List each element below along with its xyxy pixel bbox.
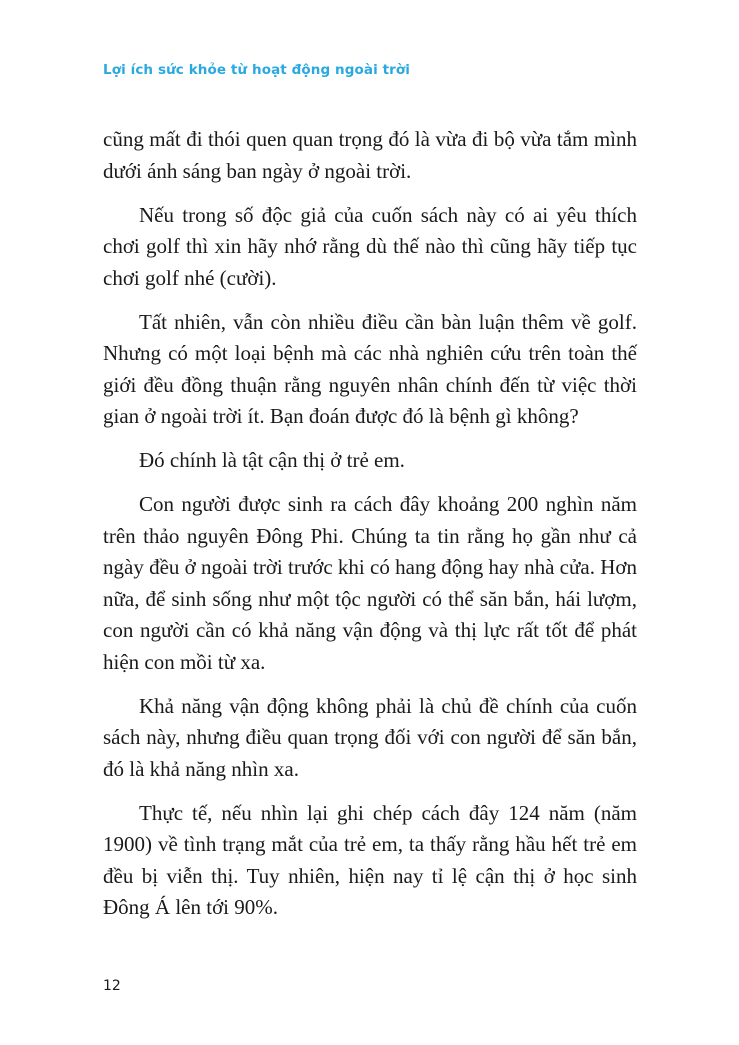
paragraph-human-origins: Con người được sinh ra cách đây khoảng 200 nghìn năm trên thảo nguyên Đông Phi. Chúng ta tin rằng họ gần như cả ngày đều ở ngoài trời trước khi có hang động hay nhà cửa. Hơn nữa, để sinh sống như một tộc người có thể săn bắn, hái lượm, con người cần có khả năng vận động và thị lực rất tốt để phát hiện con mồi từ xa.	[103, 492, 637, 674]
running-header-title: Lợi ích sức khỏe từ hoạt động ngoài trời	[103, 62, 411, 78]
page-number: 12	[103, 978, 121, 994]
paragraph-myopia-statistics: Thực tế, nếu nhìn lại ghi chép cách đây 124 năm (năm 1900) về tình trạng mắt của trẻ em, ta thấy rằng hầu hết trẻ em đều bị viễn thị. Tuy nhiên, hiện nay tỉ lệ cận thị ở học sinh Đông Á lên tới 90%.	[103, 800, 637, 919]
paragraph-myopia-answer: Đó chính là tật cận thị ở trẻ em.	[139, 448, 405, 472]
paragraph-disease-question: Tất nhiên, vẫn còn nhiều điều cần bàn luận thêm về golf. Nhưng có một loại bệnh mà các nhà nghiên cứu trên toàn thế giới đều đồng thuận rằng nguyên nhân chính đến từ việc thời gian ở ngoài trời ít. Bạn đoán được đó là bệnh gì không?	[103, 309, 637, 428]
paragraph-vision-importance: Khả năng vận động không phải là chủ đề chính của cuốn sách này, nhưng điều quan trọng đối với con người để săn bắn, đó là khả năng nhìn xa.	[103, 693, 637, 781]
paragraph-golf: Nếu trong số độc giả của cuốn sách này có ai yêu thích chơi golf thì xin hãy nhớ rằng dù thế nào thì cũng hãy tiếp tục chơi golf nhé (cười).	[103, 202, 637, 290]
paragraph-continuation: cũng mất đi thói quen quan trọng đó là vừa đi bộ vừa tắm mình dưới ánh sáng ban ngày ở ngoài trời.	[103, 127, 637, 183]
body-text	[103, 124, 637, 936]
